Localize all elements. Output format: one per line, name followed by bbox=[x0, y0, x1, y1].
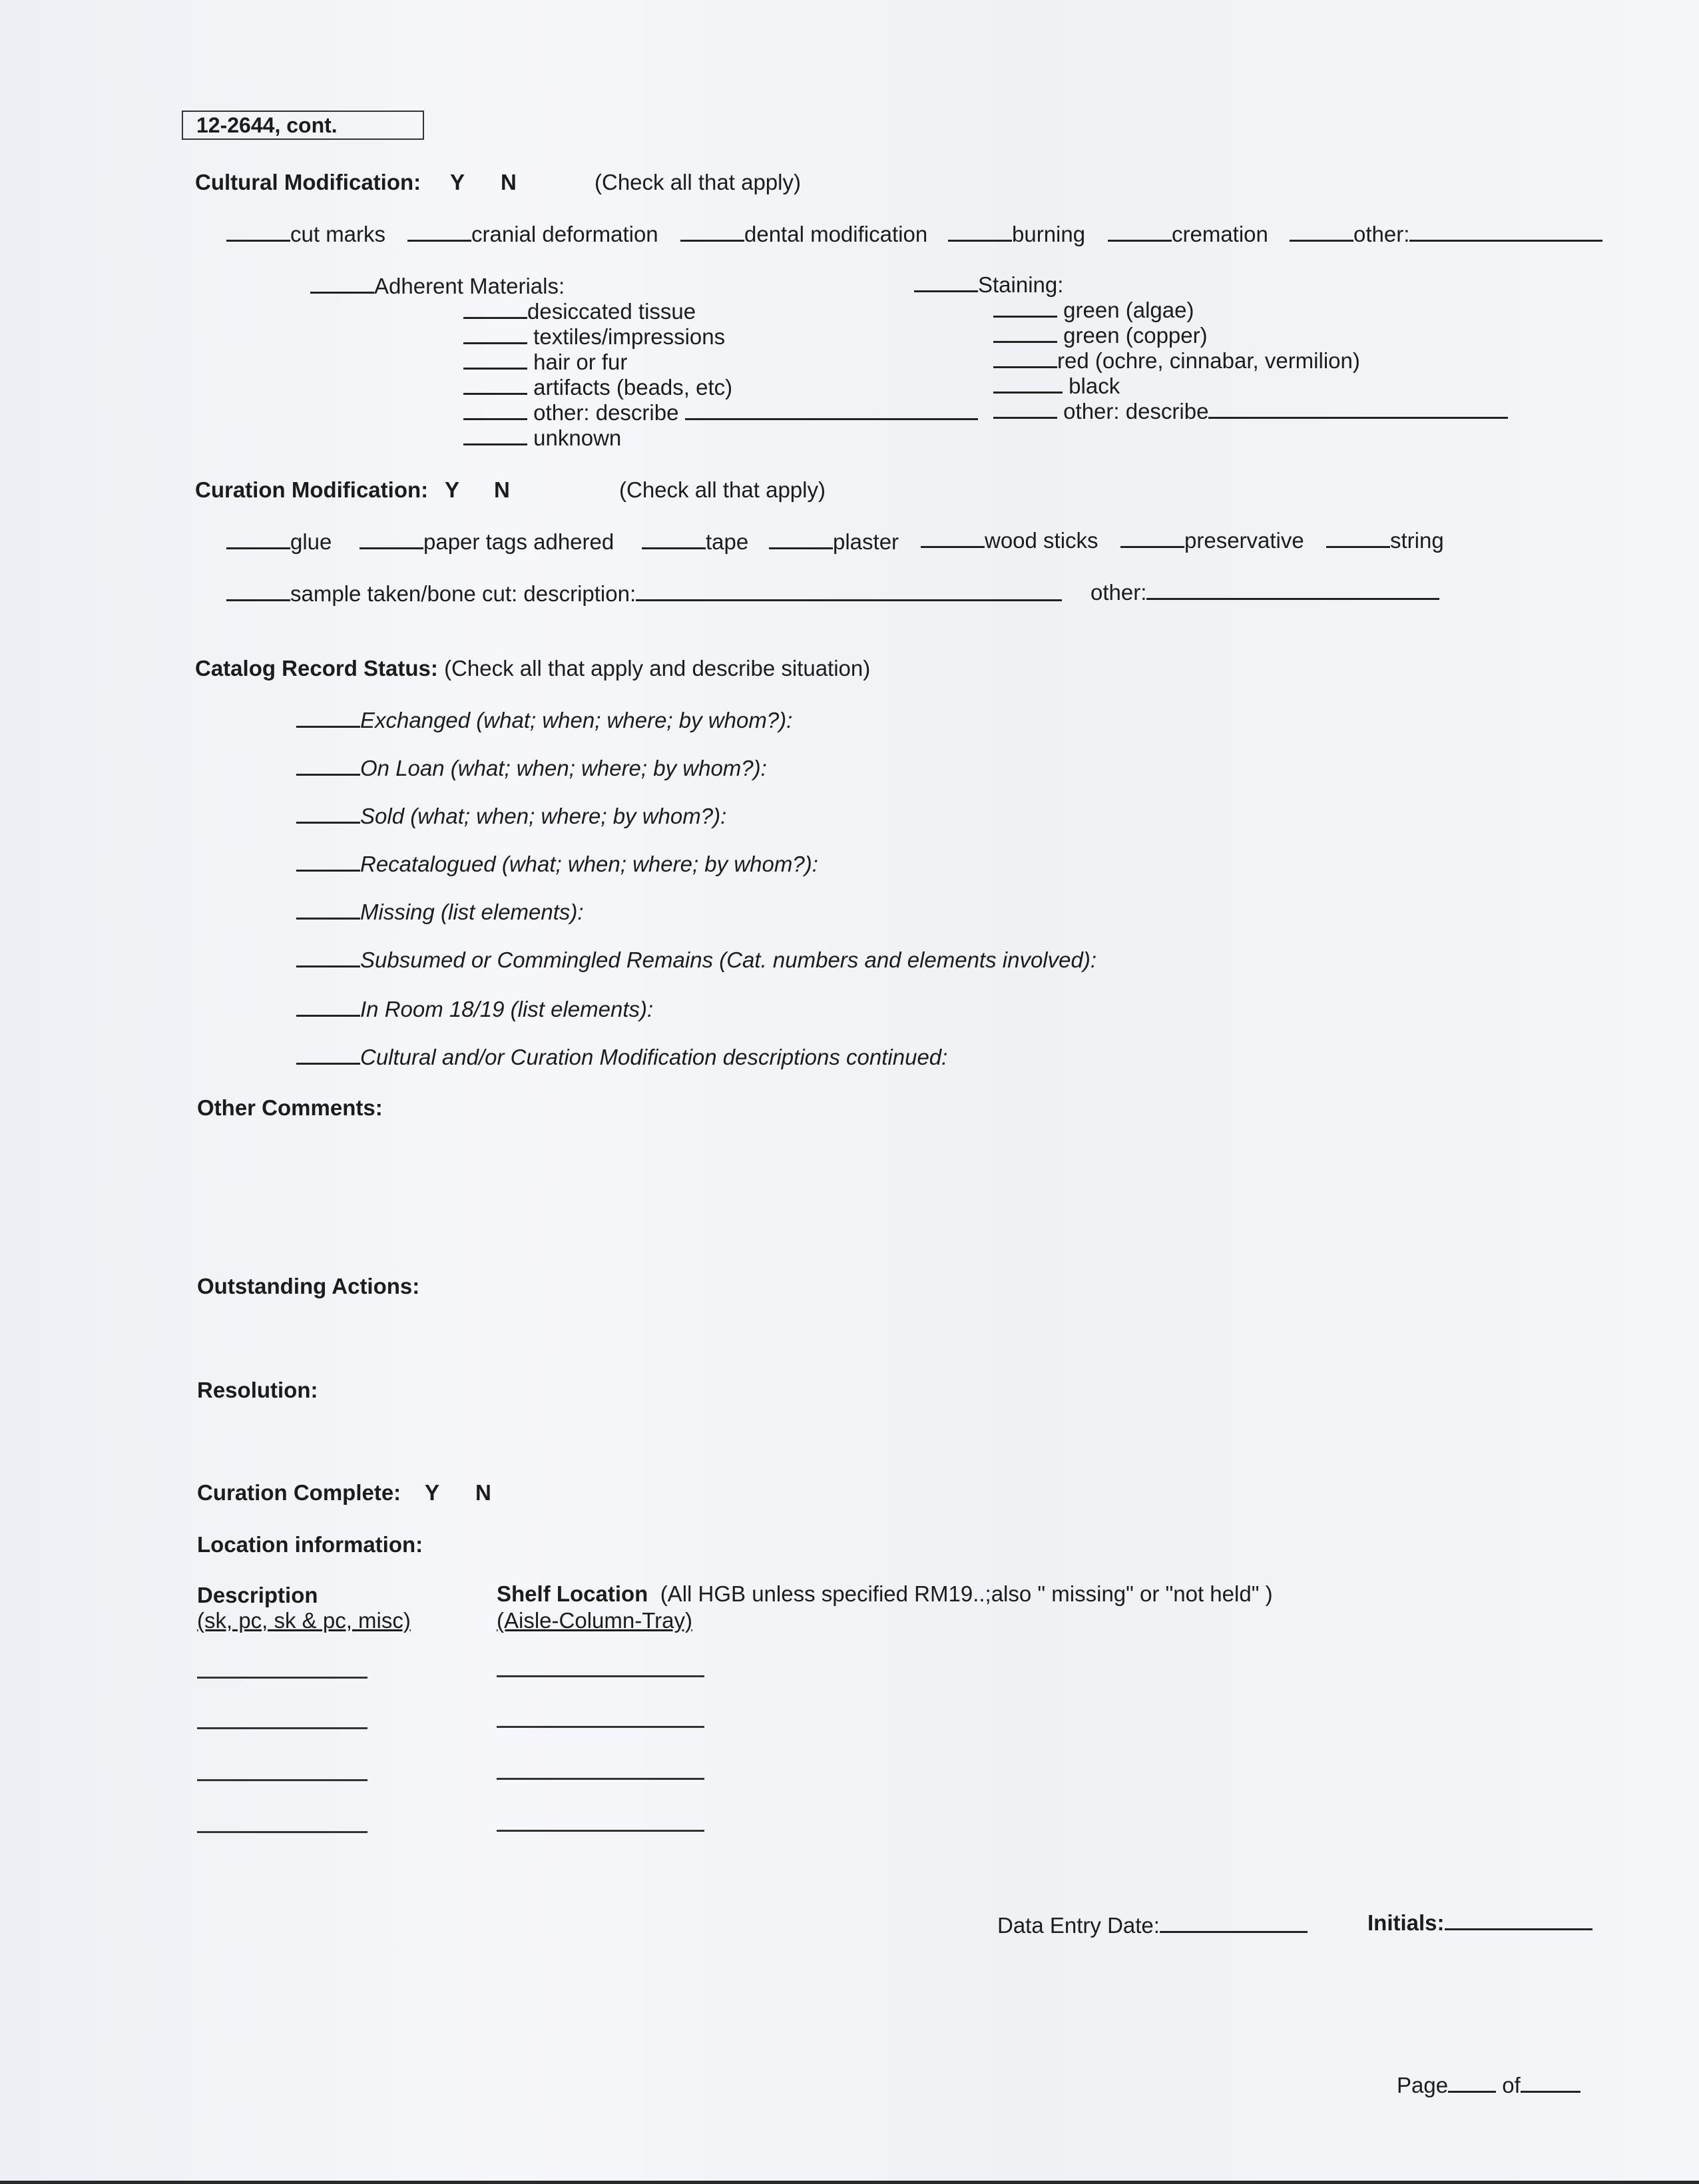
data-entry-date[interactable]: Data Entry Date: bbox=[997, 1911, 1308, 1939]
initials-field[interactable] bbox=[1445, 1908, 1592, 1930]
checkbox-blank[interactable] bbox=[1120, 526, 1184, 548]
checkbox-blank[interactable] bbox=[993, 346, 1057, 368]
checkbox-blank[interactable] bbox=[296, 995, 360, 1017]
checkbox-blank[interactable] bbox=[296, 802, 360, 824]
curation-no-option[interactable]: N bbox=[494, 477, 510, 502]
curation-complete-label: Curation Complete: bbox=[197, 1480, 401, 1505]
shelf-field-1[interactable] bbox=[497, 1675, 704, 1677]
record-id: 12-2644, cont. bbox=[196, 113, 338, 137]
cultural-option-cranial-deformation[interactable]: cranial deformation bbox=[407, 220, 658, 248]
checkbox-blank[interactable] bbox=[921, 526, 985, 548]
staining-item-red[interactable]: red (ochre, cinnabar, vermilion) bbox=[993, 346, 1360, 374]
cultural-option-burning[interactable]: burning bbox=[948, 220, 1085, 248]
checkbox-blank[interactable] bbox=[226, 220, 290, 242]
cultural-option-other[interactable]: other: bbox=[1290, 220, 1602, 248]
checkbox-blank[interactable] bbox=[463, 322, 527, 344]
adherent-item-artifacts[interactable]: artifacts (beads, etc) bbox=[463, 373, 732, 401]
other-text-field[interactable] bbox=[1409, 220, 1602, 242]
description-column-subheader: (sk, pc, sk & pc, misc) bbox=[197, 1608, 411, 1633]
scan-edge bbox=[0, 2181, 1699, 2184]
checkbox-blank[interactable] bbox=[769, 527, 833, 549]
shelf-location-header: Shelf Location (All HGB unless specified RM19..;also " missing" or "not held" ) bbox=[497, 1581, 1273, 1606]
curation-complete-yes[interactable]: Y bbox=[425, 1480, 440, 1505]
curation-option-paper-tags[interactable]: paper tags adhered bbox=[360, 527, 614, 555]
checkbox-blank[interactable] bbox=[642, 527, 706, 549]
checkbox-blank[interactable] bbox=[296, 898, 360, 920]
description-field-2[interactable] bbox=[197, 1727, 367, 1729]
curation-sample-taken[interactable]: sample taken/bone cut: description: bbox=[226, 579, 1062, 607]
page-total-field[interactable] bbox=[1521, 2071, 1580, 2093]
curation-option-tape[interactable]: tape bbox=[642, 527, 748, 555]
curation-option-wood-sticks[interactable]: wood sticks bbox=[921, 526, 1098, 554]
checkbox-blank[interactable] bbox=[463, 398, 527, 420]
checkbox-blank[interactable] bbox=[296, 754, 360, 776]
description-field-3[interactable] bbox=[197, 1779, 367, 1781]
resolution-label: Resolution: bbox=[197, 1378, 318, 1402]
cultural-instruction: (Check all that apply) bbox=[595, 170, 801, 194]
checkbox-blank[interactable] bbox=[296, 850, 360, 872]
checkbox-blank[interactable] bbox=[296, 706, 360, 728]
cultural-modification-title: Cultural Modification: bbox=[195, 170, 421, 194]
shelf-location-subheader: (Aisle-Column-Tray) bbox=[497, 1608, 692, 1633]
data-entry-date-field[interactable] bbox=[1160, 1911, 1308, 1933]
page-number-field[interactable] bbox=[1448, 2071, 1496, 2093]
description-column-header: Description bbox=[197, 1583, 318, 1607]
adherent-item-hair-or-fur[interactable]: hair or fur bbox=[463, 348, 627, 376]
curation-option-plaster[interactable]: plaster bbox=[769, 527, 899, 555]
status-item-missing[interactable]: Missing (list elements): bbox=[296, 898, 584, 926]
cultural-option-cut-marks[interactable]: cut marks bbox=[226, 220, 385, 248]
checkbox-blank[interactable] bbox=[310, 272, 374, 294]
status-item-exchanged[interactable]: Exchanged (what; when; where; by whom?): bbox=[296, 706, 792, 734]
staining-item-green-copper[interactable]: green (copper) bbox=[993, 321, 1208, 349]
description-field-4[interactable] bbox=[197, 1831, 367, 1833]
curation-other[interactable]: other: bbox=[1091, 578, 1439, 606]
checkbox-blank[interactable] bbox=[993, 397, 1057, 419]
status-item-subsumed[interactable]: Subsumed or Commingled Remains (Cat. numbers and elements involved): bbox=[296, 946, 1096, 973]
cultural-yes-option[interactable]: Y bbox=[450, 170, 465, 194]
checkbox-blank[interactable] bbox=[993, 372, 1063, 394]
status-item-in-room[interactable]: In Room 18/19 (list elements): bbox=[296, 995, 653, 1023]
curation-option-glue[interactable]: glue bbox=[226, 527, 332, 555]
checkbox-blank[interactable] bbox=[296, 946, 360, 967]
curation-option-preservative[interactable]: preservative bbox=[1120, 526, 1304, 554]
checkbox-blank[interactable] bbox=[993, 296, 1057, 318]
status-item-on-loan[interactable]: On Loan (what; when; where; by whom?): bbox=[296, 754, 767, 782]
checkbox-blank[interactable] bbox=[463, 348, 527, 370]
checkbox-blank[interactable] bbox=[948, 220, 1012, 242]
record-id-box bbox=[182, 111, 424, 140]
shelf-field-2[interactable] bbox=[497, 1726, 704, 1728]
page-number[interactable]: Page of bbox=[1397, 2071, 1580, 2099]
status-item-recatalogued[interactable]: Recatalogued (what; when; where; by whom?): bbox=[296, 850, 818, 878]
staining-item-green-algae[interactable]: green (algae) bbox=[993, 296, 1194, 324]
adherent-item-desiccated-tissue[interactable]: desiccated tissue bbox=[463, 297, 696, 325]
initials[interactable]: Initials: bbox=[1367, 1908, 1592, 1936]
adherent-item-textiles[interactable]: textiles/impressions bbox=[463, 322, 725, 350]
checkbox-blank[interactable] bbox=[226, 579, 290, 601]
description-field-1[interactable] bbox=[197, 1677, 367, 1679]
curation-instruction: (Check all that apply) bbox=[619, 477, 826, 502]
adherent-materials-option[interactable]: Adherent Materials: bbox=[310, 272, 565, 300]
catalog-record-status-heading: Catalog Record Status: (Check all that apply and describe situation) bbox=[195, 656, 871, 681]
location-information-label: Location information: bbox=[197, 1532, 423, 1557]
curation-modification-title: Curation Modification: bbox=[195, 477, 429, 502]
checkbox-blank[interactable] bbox=[463, 423, 527, 445]
cultural-no-option[interactable]: N bbox=[501, 170, 517, 194]
shelf-field-3[interactable] bbox=[497, 1778, 704, 1780]
checkbox-blank[interactable] bbox=[1326, 526, 1390, 548]
checkbox-blank[interactable] bbox=[407, 220, 471, 242]
checkbox-blank[interactable] bbox=[360, 527, 423, 549]
curation-other-field[interactable] bbox=[1146, 578, 1439, 600]
adherent-other-field[interactable] bbox=[685, 398, 978, 420]
checkbox-blank[interactable] bbox=[463, 297, 527, 319]
curation-complete-no[interactable]: N bbox=[475, 1480, 491, 1505]
cultural-option-dental-modification[interactable]: dental modification bbox=[680, 220, 927, 248]
staining-option[interactable]: Staining: bbox=[914, 270, 1063, 298]
adherent-item-unknown[interactable]: unknown bbox=[463, 423, 621, 451]
staining-item-other[interactable]: other: describe bbox=[993, 397, 1508, 425]
checkbox-blank[interactable] bbox=[1108, 220, 1172, 242]
checkbox-blank[interactable] bbox=[226, 527, 290, 549]
curation-yes-option[interactable]: Y bbox=[445, 477, 460, 502]
status-item-sold[interactable]: Sold (what; when; where; by whom?): bbox=[296, 802, 726, 830]
cultural-option-cremation[interactable]: cremation bbox=[1108, 220, 1268, 248]
curation-option-string[interactable]: string bbox=[1326, 526, 1444, 554]
checkbox-blank[interactable] bbox=[993, 321, 1057, 343]
shelf-field-4[interactable] bbox=[497, 1830, 704, 1832]
adherent-item-other[interactable]: other: describe bbox=[463, 398, 978, 426]
checkbox-blank[interactable] bbox=[1290, 220, 1353, 242]
staining-other-field[interactable] bbox=[1208, 397, 1508, 419]
outstanding-actions-label: Outstanding Actions: bbox=[197, 1274, 420, 1298]
staining-item-black[interactable]: black bbox=[993, 372, 1120, 400]
other-comments-label: Other Comments: bbox=[197, 1095, 383, 1120]
checkbox-blank[interactable] bbox=[914, 270, 978, 292]
status-item-descriptions-continued[interactable]: Cultural and/or Curation Modification descriptions continued: bbox=[296, 1043, 947, 1071]
checkbox-blank[interactable] bbox=[296, 1043, 360, 1065]
checkbox-blank[interactable] bbox=[680, 220, 744, 242]
checkbox-blank[interactable] bbox=[463, 373, 527, 395]
sample-description-field[interactable] bbox=[636, 579, 1062, 601]
